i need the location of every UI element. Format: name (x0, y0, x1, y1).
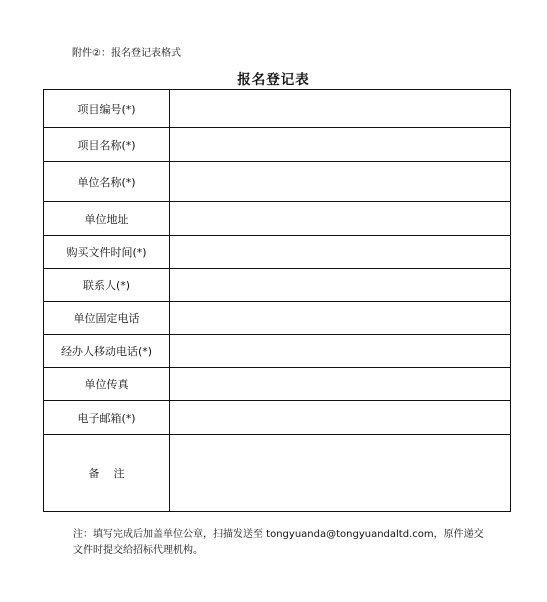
table-row (44, 435, 511, 512)
row-label-purchase-time: 购买文件时间(*) (44, 236, 170, 269)
footnote-line-2: 文件时提交给招标代理机构。 (73, 545, 203, 556)
row-label-landline: 单位固定电话 (44, 302, 170, 335)
row-label-contact-person: 联系人(*) (44, 269, 170, 302)
row-label-email: 电子邮箱(*) (44, 401, 170, 435)
row-label-remarks: 备 注 (44, 435, 170, 512)
purchase-time-field[interactable] (170, 236, 511, 269)
company-address-field[interactable] (170, 202, 511, 236)
table-row (44, 128, 511, 162)
table-row (44, 302, 511, 335)
table-row (44, 162, 511, 202)
project-number-field[interactable] (170, 90, 511, 128)
company-name-field[interactable] (170, 162, 511, 202)
footnote (73, 527, 493, 559)
fax-field[interactable] (170, 368, 511, 401)
mobile-field[interactable] (170, 335, 511, 368)
row-label-company-address: 单位地址 (44, 202, 170, 236)
attachment-label: 附件②：报名登记表格式 (72, 48, 181, 59)
contact-person-field[interactable] (170, 269, 511, 302)
table-row (44, 335, 511, 368)
registration-table (43, 89, 511, 512)
row-label-project-number: 项目编号(*) (44, 90, 170, 128)
row-label-fax: 单位传真 (44, 368, 170, 401)
table-row (44, 202, 511, 236)
table-row (44, 269, 511, 302)
project-name-field[interactable] (170, 128, 511, 162)
email-field[interactable] (170, 401, 511, 435)
row-label-company-name: 单位名称(*) (44, 162, 170, 202)
footnote-line-1: 注：填写完成后加盖单位公章，扫描发送至 tongyuanda@tongyuandaltd.com，原件递交 (73, 529, 484, 540)
table-row (44, 90, 511, 128)
form-title: 报名登记表 (237, 72, 310, 88)
landline-field[interactable] (170, 302, 511, 335)
row-label-mobile: 经办人移动电话(*) (44, 335, 170, 368)
table-row (44, 236, 511, 269)
row-label-project-name: 项目名称(*) (44, 128, 170, 162)
table-row (44, 368, 511, 401)
table-row (44, 401, 511, 435)
remarks-field[interactable] (170, 435, 511, 512)
